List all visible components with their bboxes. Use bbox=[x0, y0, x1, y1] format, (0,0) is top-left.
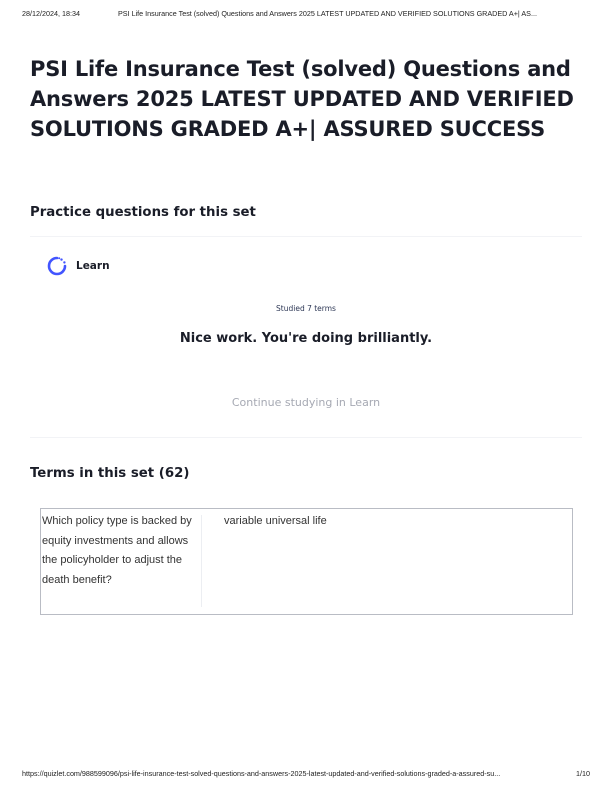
page-number: 1/10 bbox=[576, 769, 590, 778]
print-url: https://quizlet.com/988599096/psi-life-insurance-test-solved-questions-and-answers-2025-latest-updated-and-verified-solutions-graded-a-assured-su... bbox=[22, 769, 501, 778]
practice-heading: Practice questions for this set bbox=[30, 205, 256, 220]
column-divider bbox=[201, 515, 202, 607]
print-doc-title: PSI Life Insurance Test (solved) Questions and Answers 2025 LATEST UPDATED AND VERIFIED SOLUTIONS GRADED A+| AS... bbox=[118, 9, 537, 18]
terms-heading: Terms in this set (62) bbox=[30, 466, 190, 481]
encouragement-message: Nice work. You're doing brilliantly. bbox=[179, 331, 433, 346]
studied-count: Studied 7 terms bbox=[276, 304, 336, 313]
learn-label: Learn bbox=[76, 260, 110, 272]
term-text: Which policy type is backed by equity investments and allows the policyholder to adjust the death benefit? bbox=[42, 515, 192, 586]
print-header bbox=[22, 9, 590, 21]
page-title: PSI Life Insurance Test (solved) Questions and Answers 2025 LATEST UPDATED AND VERIFIED SOLUTIONS GRADED A+| ASSURED SUCCESS bbox=[30, 57, 574, 141]
learn-card bbox=[30, 236, 582, 438]
print-footer bbox=[22, 769, 590, 781]
print-date: 28/12/2024, 18:34 bbox=[22, 9, 80, 18]
terms-table bbox=[40, 508, 573, 615]
continue-learn-button[interactable]: Continue studying in Learn bbox=[231, 396, 381, 409]
definition-text: variable universal life bbox=[224, 515, 327, 527]
learn-mode-link[interactable] bbox=[46, 255, 110, 277]
learn-progress-icon bbox=[46, 255, 68, 277]
